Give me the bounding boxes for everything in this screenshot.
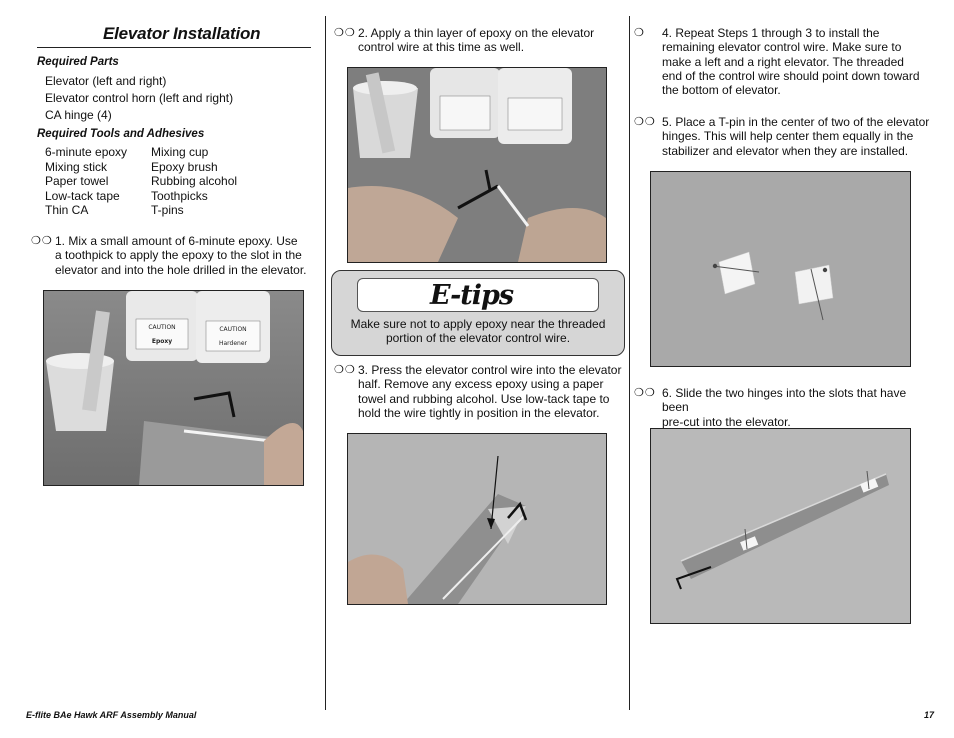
step-6 bbox=[634, 386, 934, 429]
bottle-caution-label: CAUTION bbox=[148, 324, 176, 331]
step-3-text: 3. Press the elevator control wire into the elevator half. Remove any excess epoxy using a paper towel and rubbing alcohol. Use low-tack tape to hold the wire tightly in position in the elevator. bbox=[358, 363, 622, 420]
photo-hinges-tpins bbox=[650, 171, 911, 367]
part-item: Elevator control horn (left and right) bbox=[45, 91, 234, 105]
checkbox-icon[interactable]: ❍❍ bbox=[31, 235, 53, 247]
section-title: Elevator Installation bbox=[103, 24, 261, 43]
step-2 bbox=[334, 26, 624, 56]
column-divider bbox=[325, 16, 326, 710]
tool-item: Paper towel bbox=[45, 174, 109, 188]
photo-wire-epoxy bbox=[347, 67, 607, 263]
step-5-text: 5. Place a T-pin in the center of two of the elevator hinges. This will help center them equally in the stabilizer and elevator when they are installed. bbox=[662, 115, 930, 158]
page-number: 17 bbox=[924, 710, 935, 720]
tool-item: 6-minute epoxy bbox=[45, 145, 128, 159]
bottle-hardener-label: Hardener bbox=[218, 340, 248, 347]
photo-epoxy-application bbox=[43, 290, 304, 486]
tool-item: Rubbing alcohol bbox=[151, 174, 238, 188]
etips-logo: E-tips bbox=[430, 280, 514, 311]
photo-hinges-in-elevator bbox=[650, 428, 911, 624]
tool-item: Toothpicks bbox=[151, 188, 208, 203]
step-5 bbox=[634, 115, 934, 159]
tool-item: Epoxy brush bbox=[151, 159, 218, 174]
bottle-epoxy-label: Epoxy bbox=[151, 338, 173, 345]
tool-item: Thin CA bbox=[45, 203, 89, 217]
etips-text: Make sure not to apply epoxy near the threaded portion of the elevator control wire. bbox=[350, 317, 606, 345]
step-3 bbox=[334, 363, 624, 421]
required-tools-heading: Required Tools and Adhesives bbox=[37, 128, 205, 140]
etips-logo-box bbox=[357, 278, 599, 312]
checkbox-icon[interactable]: ❍ bbox=[634, 27, 645, 39]
tool-item: Mixing stick bbox=[45, 159, 108, 174]
step-4 bbox=[634, 26, 934, 98]
tool-item: Low-tack tape bbox=[45, 188, 120, 203]
step-6-text: 6. Slide the two hinges into the slots that have been pre-cut into the elevator. bbox=[662, 386, 907, 429]
checkbox-icon[interactable]: ❍❍ bbox=[634, 116, 656, 128]
tool-item: T-pins bbox=[151, 203, 184, 217]
photo-wire-pressed bbox=[347, 433, 607, 605]
required-parts-heading: Required Parts bbox=[37, 56, 119, 68]
checkbox-icon[interactable]: ❍❍ bbox=[334, 364, 356, 376]
bottle-caution-label: CAUTION bbox=[219, 326, 247, 333]
part-item: CA hinge (4) bbox=[45, 108, 112, 122]
column-divider bbox=[629, 16, 630, 710]
step-1-text: 1. Mix a small amount of 6-minute epoxy. Use a toothpick to apply the epoxy to the slot in the elevator and into the hole drilled in the elevator. bbox=[55, 234, 307, 277]
title-divider bbox=[37, 47, 311, 48]
step-2-text: 2. Apply a thin layer of epoxy on the elevator control wire at this time as well. bbox=[358, 26, 595, 55]
checkbox-icon[interactable]: ❍❍ bbox=[634, 387, 656, 399]
part-item: Elevator (left and right) bbox=[45, 74, 167, 88]
checkbox-icon[interactable]: ❍❍ bbox=[334, 27, 356, 39]
footer-manual-title: E-flite BAe Hawk ARF Assembly Manual bbox=[26, 710, 197, 720]
tool-item: Mixing cup bbox=[151, 145, 209, 159]
step-4-text: 4. Repeat Steps 1 through 3 to install the remaining elevator control wire. Make sure to make a left and a right elevator. The threaded end of the control wire should point down toward the bottom of elevator. bbox=[662, 26, 920, 98]
step-1 bbox=[31, 234, 321, 278]
etips-panel bbox=[331, 270, 625, 356]
